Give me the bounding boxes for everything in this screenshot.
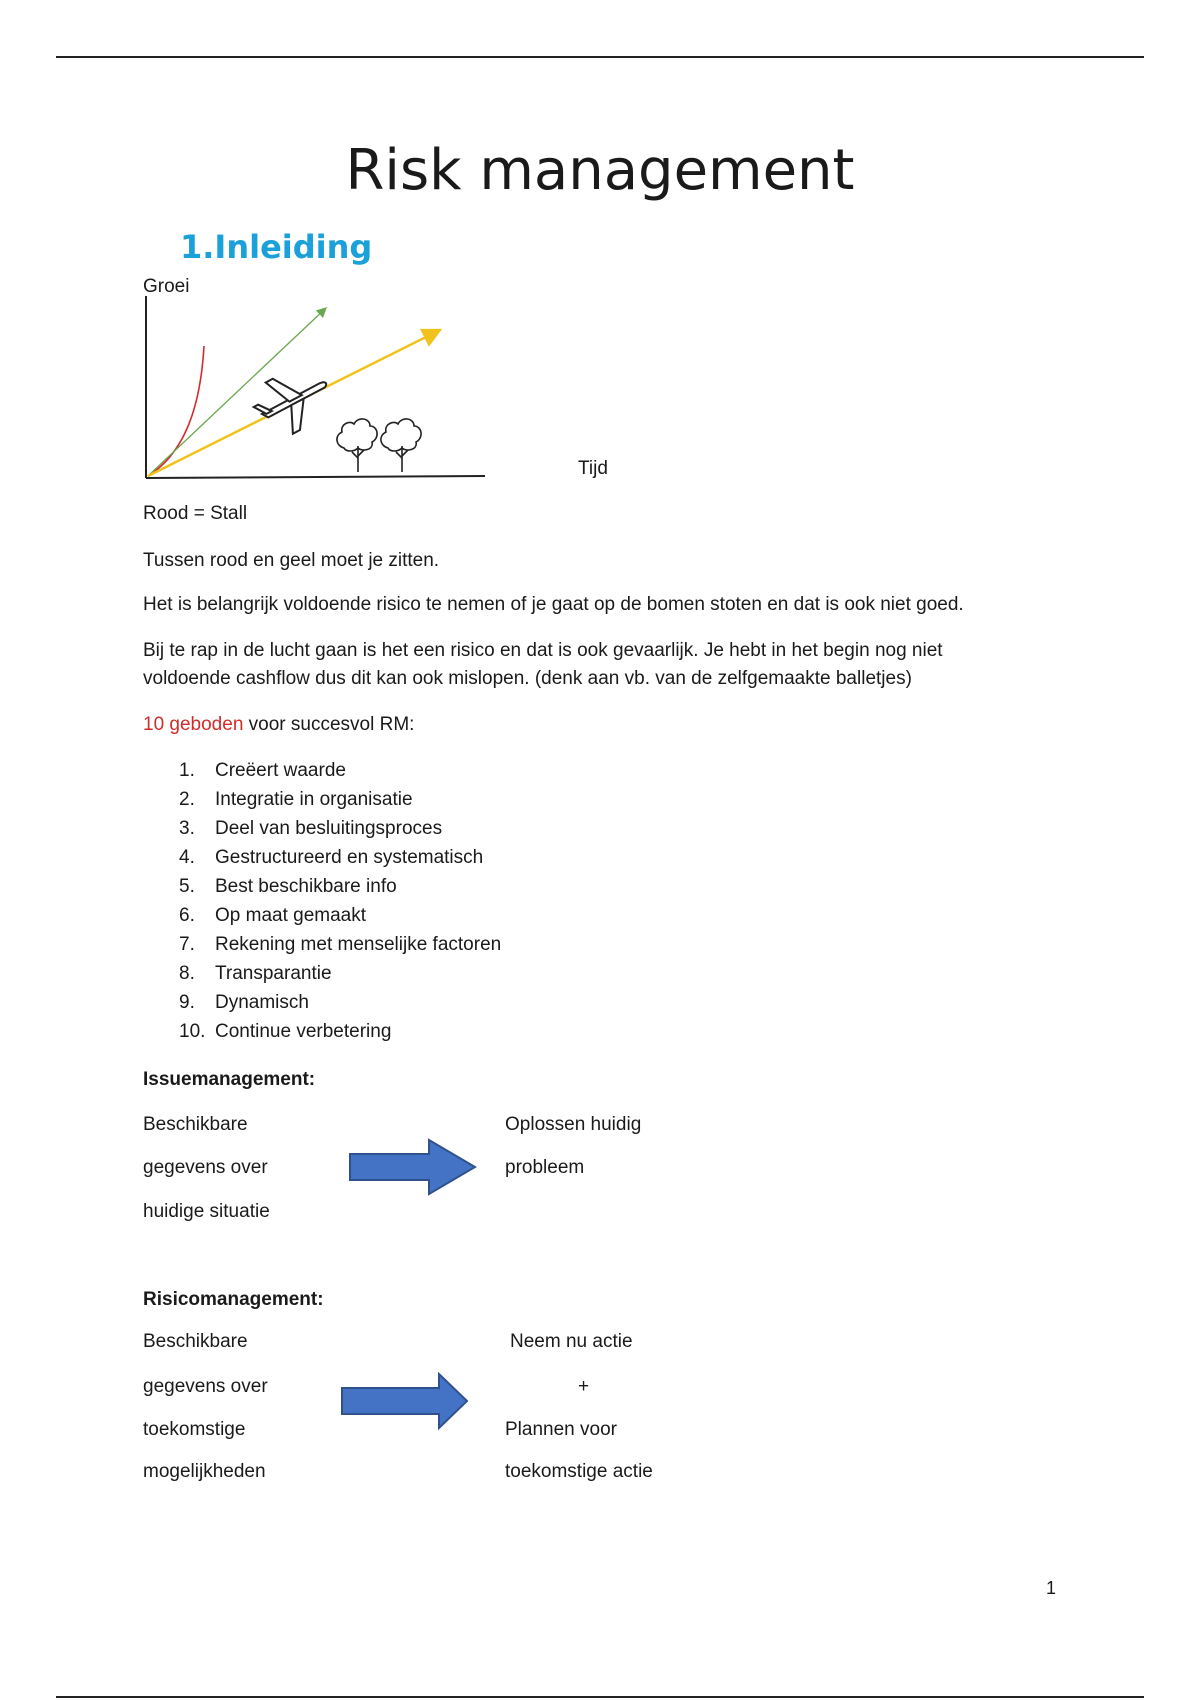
- tree-icon: [337, 419, 377, 472]
- paragraph-3: [143, 637, 943, 693]
- risico-right-line: toekomstige actie: [505, 1461, 653, 1482]
- paragraph-3-line-1: Bij te rap in de lucht gaan is het een risico en dat is ook gevaarlijk. Je hebt in het begin nog niet: [143, 640, 943, 661]
- right-arrow-icon: [349, 1138, 477, 1196]
- issue-right-line: Oplossen huidig: [505, 1114, 642, 1135]
- risico-left-line: Beschikbare: [143, 1331, 248, 1352]
- green-growth-line: [148, 308, 326, 476]
- page-number: 1: [1046, 1578, 1057, 1598]
- x-axis-label: Tijd: [578, 458, 608, 479]
- issue-left-line: Beschikbare: [143, 1114, 248, 1135]
- list-item: 7. Rekening met menselijke factoren: [179, 934, 502, 955]
- geboden-intro: [143, 711, 414, 739]
- geboden-intro-rest: voor succesvol RM:: [243, 714, 415, 735]
- page-title: Risk management: [345, 138, 855, 203]
- section-heading: 1.Inleiding: [180, 228, 373, 266]
- risico-right-line: Neem nu actie: [510, 1331, 633, 1352]
- y-axis-label: Groei: [143, 276, 190, 297]
- geboden-highlight: 10 geboden: [143, 714, 244, 735]
- risico-right-line: +: [578, 1376, 590, 1397]
- risico-heading: Risicomanagement:: [143, 1289, 324, 1310]
- header-rule: [56, 56, 1144, 58]
- legend-text: Rood = Stall: [143, 503, 248, 524]
- list-item: 2. Integratie in organisatie: [179, 789, 413, 810]
- paragraph-1: Tussen rood en geel moet je zitten.: [143, 550, 440, 571]
- risico-left-line: gegevens over: [143, 1376, 268, 1397]
- footer-rule: [56, 1696, 1144, 1698]
- paragraph-2: Het is belangrijk voldoende risico te nemen of je gaat op de bomen stoten en dat is ook niet goed.: [143, 594, 964, 615]
- list-item: 4. Gestructureerd en systematisch: [179, 847, 484, 868]
- x-axis: [146, 476, 485, 478]
- list-item: 1. Creëert waarde: [179, 760, 346, 781]
- issue-heading: Issuemanagement:: [143, 1069, 316, 1090]
- issue-left-line: gegevens over: [143, 1157, 268, 1178]
- issue-right-line: probleem: [505, 1157, 585, 1178]
- growth-chart: [140, 296, 500, 486]
- list-item: 9. Dynamisch: [179, 992, 309, 1013]
- paragraph-3-line-2: voldoende cashflow dus dit kan ook mislopen. (denk aan vb. van de zelfgemaakte balletjes): [143, 668, 912, 689]
- red-stall-curve: [148, 346, 204, 476]
- list-item: 10. Continue verbetering: [179, 1021, 392, 1042]
- list-item: 8. Transparantie: [179, 963, 332, 984]
- risico-left-line: toekomstige: [143, 1419, 246, 1440]
- right-arrow-icon: [341, 1372, 469, 1430]
- list-item: 3. Deel van besluitingsproces: [179, 818, 443, 839]
- tree-icon: [381, 419, 421, 472]
- risico-right-line: Plannen voor: [505, 1419, 617, 1440]
- list-item: 6. Op maat gemaakt: [179, 905, 367, 926]
- geboden-list: [143, 756, 501, 1046]
- risico-left-line: mogelijkheden: [143, 1461, 266, 1482]
- issue-left-line: huidige situatie: [143, 1201, 270, 1222]
- list-item: 5. Best beschikbare info: [179, 876, 397, 897]
